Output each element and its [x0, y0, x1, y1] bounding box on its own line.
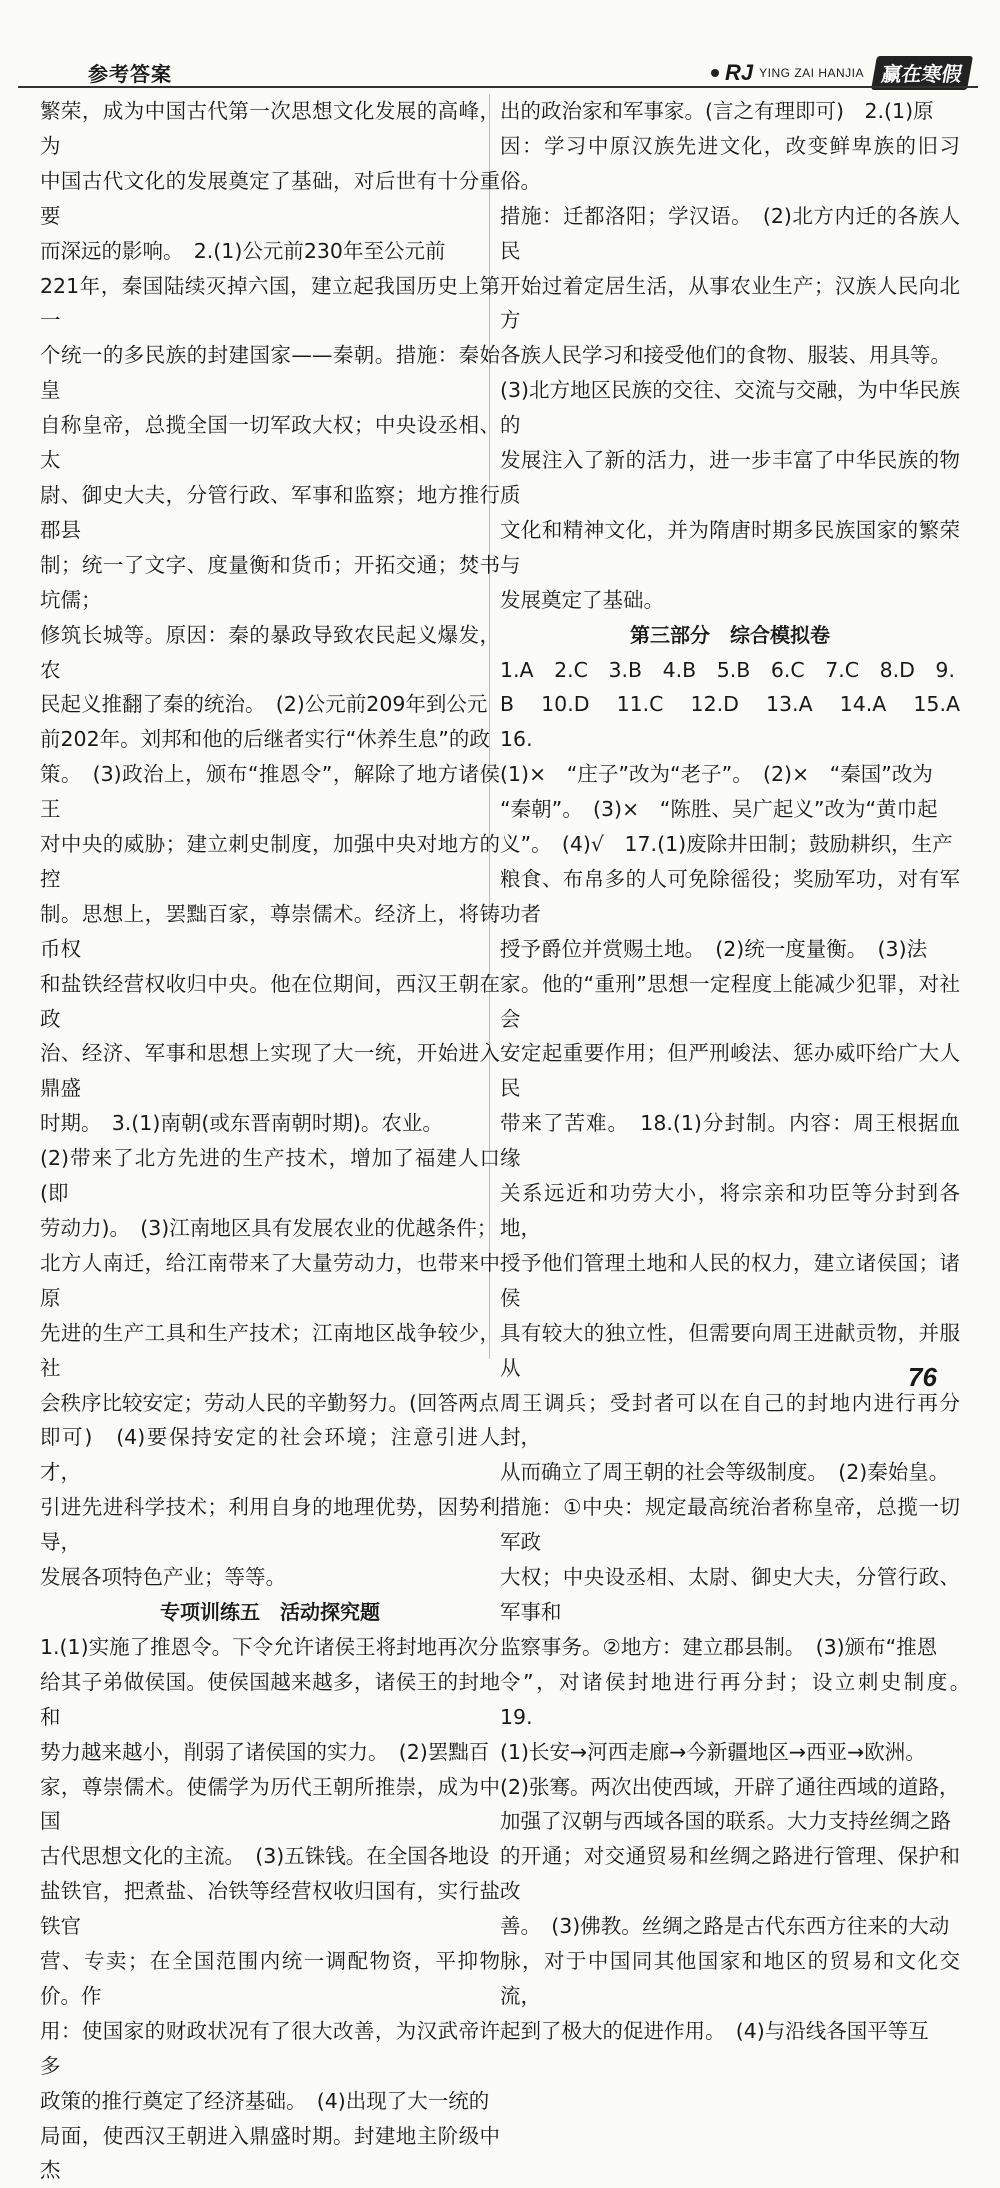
text-line: 制。思想上，罢黜百家，尊崇儒术。经济上，将铸币权	[40, 901, 500, 961]
text-line: 治、经济、军事和思想上实现了大一统，开始进入鼎盛	[40, 1041, 500, 1101]
text-line: 授予他们管理土地和人民的权力，建立诸侯国；诸侯	[500, 1250, 960, 1310]
text-line: 即可) (4)要保持安定的社会环境；注意引进人才，	[40, 1425, 500, 1485]
text-line: 大权；中央设丞相、太尉、御史大夫，分管行政、军事和	[500, 1565, 960, 1624]
text-line: 自称皇帝，总揽全国一切军政大权；中央设丞相、太	[40, 413, 500, 473]
text-line: 繁荣，成为中国古代第一次思想文化发展的高峰，为	[40, 99, 500, 158]
text-line: (1)长安→河西走廊→今新疆地区→西亚→欧洲。	[500, 1739, 926, 1764]
text-line: 具有较大的独立性，但需要向周王进献贡物，并服从	[500, 1320, 960, 1380]
series-code: RJ	[725, 60, 754, 85]
text-line: 个统一的多民族的封建国家——秦朝。措施：秦始皇	[40, 343, 500, 403]
section-title-right: 第三部分 综合模拟卷	[630, 622, 830, 647]
text-line: 带来了苦难。 18.(1)分封制。内容：周王根据血缘	[500, 1111, 960, 1171]
right-text-block	[500, 94, 960, 618]
text-line: 令”，对诸侯封地进行再分封；设立刺史制度。 19.	[500, 1669, 981, 1729]
right-column	[500, 94, 981, 2049]
text-line: 中国古代文化的发展奠定了基础，对后世有十分重要	[40, 168, 500, 228]
text-line: 局面，使西汉王朝进入鼎盛时期。封建地主阶级中杰	[40, 2123, 500, 2183]
text-line: 用：使国家的财政状况有了很大改善，为汉武帝许多	[40, 2018, 500, 2078]
text-line: 策。 (3)政治上，颁布“推恩令”，解除了地方诸侯王	[40, 762, 500, 822]
text-line: 加强了汉朝与西域各国的联系。大力支持丝绸之路	[500, 1809, 951, 1834]
text-line: 给其子弟做侯国。使侯国越来越多，诸侯王的封地和	[40, 1669, 500, 1729]
text-line: 发展各项特色产业；等等。	[40, 1565, 286, 1590]
text-line: 劳动力)。 (3)江南地区具有发展农业的优越条件；	[40, 1216, 498, 1240]
text-line: “秦朝”。 (3)× “陈胜、吴广起义”改为“黄巾起	[500, 797, 938, 822]
text-line: 而深远的影响。 2.(1)公元前230年至公元前	[40, 238, 446, 263]
header-left-label: 参考答案	[88, 62, 172, 86]
brand-title: 赢在寒假	[871, 56, 973, 90]
text-line: 民起义推翻了秦的统治。 (2)公元前209年到公元	[40, 692, 488, 717]
text-line: 家。他的“重刑”思想一定程度上能减少犯罪，对社会	[500, 971, 960, 1031]
text-line: 古代思想文化的主流。 (3)五铢钱。在全国各地设	[40, 1844, 490, 1869]
text-line: 周王调兵；受封者可以在自己的封地内进行再分封，	[500, 1390, 960, 1450]
text-line: 引进先进科学技术；利用自身的地理优势，因势利导，	[40, 1495, 500, 1555]
text-line: 的开通；对交通贸易和丝绸之路进行管理、保护和改	[500, 1844, 960, 1904]
bullet-dot-icon	[711, 69, 719, 77]
text-line: 1.A 2.C 3.B 4.B 5.B 6.C 7.C 8.D 9.	[500, 657, 955, 682]
text-line: 各族人民学习和接受他们的食物、服装、用具等。	[500, 343, 951, 368]
text-line: 因：学习中原汉族先进文化，改变鲜卑族的旧习俗。	[500, 133, 960, 193]
text-line: (2)张骞。两次出使西域，开辟了通往西域的道路，	[500, 1774, 960, 1799]
text-line: 粮食、布帛多的人可免除徭役；奖励军功，对有军功者	[500, 866, 960, 926]
text-line: 尉、御史大夫，分管行政、军事和监察；地方推行郡县	[40, 482, 500, 542]
text-line: 开始过着定居生活，从事农业生产；汉族人民向北方	[500, 273, 960, 333]
text-line: 前202年。刘邦和他的后继者实行“休养生息”的政	[40, 727, 490, 752]
text-line: 安定起重要作用；但严刑峻法、惩办威吓给广大人民	[500, 1041, 960, 1101]
text-line: 发展奠定了基础。	[500, 587, 664, 612]
text-line: 修筑长城等。原因：秦的暴政导致农民起义爆发，农	[40, 622, 500, 682]
text-line: (2)带来了北方先进的生产技术，增加了福建人口(即	[40, 1146, 500, 1206]
text-line: B 10.D 11.C 12.D 13.A 14.A 15.A 16.	[500, 692, 981, 752]
header-right-brand	[711, 56, 970, 90]
text-line: 势力越来越小，削弱了诸侯国的实力。 (2)罢黜百	[40, 1739, 490, 1764]
text-line: (3)北方地区民族的交往、交流与交融，为中华民族的	[500, 378, 960, 438]
text-line: 脉，对于中国同其他国家和地区的贸易和文化交流，	[500, 1949, 960, 2008]
text-line: 义”。 (4)√ 17.(1)废除井田制；鼓励耕织，生产	[500, 832, 953, 857]
text-line: 221年，秦国陆续灭掉六国，建立起我国历史上第一	[40, 273, 500, 333]
text-line: 和盐铁经营权收归中央。他在位期间，西汉王朝在政	[40, 971, 500, 1031]
text-line: 措施：迁都洛阳；学汉语。 (2)北方内迁的各族人民	[500, 203, 960, 263]
text-line: 措施：①中央：规定最高统治者称皇帝，总揽一切军政	[500, 1495, 960, 1555]
section-title-left: 专项训练五 活动探究题	[160, 1599, 380, 1624]
text-line: 1.(1)实施了推恩令。下令允许诸侯王将封地再次分	[40, 1634, 499, 1659]
text-line: 盐铁官，把煮盐、冶铁等经营权收归国有，实行盐铁官	[40, 1879, 500, 1939]
text-line: 从而确立了周王朝的社会等级制度。 (2)秦始皇。	[500, 1460, 950, 1485]
text-line: 时期。 3.(1)南朝(或东晋南朝时期)。农业。	[40, 1111, 443, 1136]
text-line: 关系远近和功劳大小，将宗亲和功臣等分封到各地，	[500, 1181, 960, 1240]
header-divider	[18, 86, 978, 88]
left-column	[40, 94, 500, 2188]
text-line: 监察事务。②地方：建立郡县制。 (3)颁布“推恩	[500, 1634, 938, 1659]
left-text-block-after	[40, 1630, 500, 2188]
left-text-block	[40, 94, 500, 1595]
text-line: 营、专卖；在全国范围内统一调配物资，平抑物价。作	[40, 1949, 500, 2008]
text-line: 起到了极大的促进作用。 (4)与沿线各国平等互	[500, 2018, 929, 2043]
text-line: 先进的生产工具和生产技术；江南地区战争较少，社	[40, 1320, 500, 1380]
text-line: 文化和精神文化，并为隋唐时期多民族国家的繁荣与	[500, 517, 960, 577]
text-line: 制；统一了文字、度量衡和货币；开拓交通；焚书坑儒；	[40, 552, 500, 612]
series-pinyin: YING ZAI HANJIA	[759, 66, 864, 80]
right-text-block-after	[500, 653, 981, 2049]
text-line: 出的政治家和军事家。(言之有理即可) 2.(1)原	[500, 99, 934, 123]
text-line: 对中央的威胁；建立刺史制度，加强中央对地方的控	[40, 832, 500, 891]
text-line: (1)× “庄子”改为“老子”。 (2)× “秦国”改为	[500, 762, 933, 787]
text-line: 政策的推行奠定了经济基础。 (4)出现了大一统的	[40, 2088, 490, 2113]
text-line: 发展注入了新的活力，进一步丰富了中华民族的物质	[500, 448, 960, 507]
page-number: 76	[908, 1362, 937, 1392]
text-line: 北方人南迁，给江南带来了大量劳动力，也带来中原	[40, 1250, 500, 1310]
page-header	[0, 0, 1000, 92]
text-line: 善。 (3)佛教。丝绸之路是古代东西方往来的大动	[500, 1914, 950, 1939]
text-line: 授予爵位并赏赐土地。 (2)统一度量衡。 (3)法	[500, 936, 928, 961]
text-line: 家，尊崇儒术。使儒学为历代王朝所推崇，成为中国	[40, 1774, 500, 1834]
text-line: 会秩序比较安定；劳动人民的辛勤努力。(回答两点	[40, 1390, 499, 1415]
